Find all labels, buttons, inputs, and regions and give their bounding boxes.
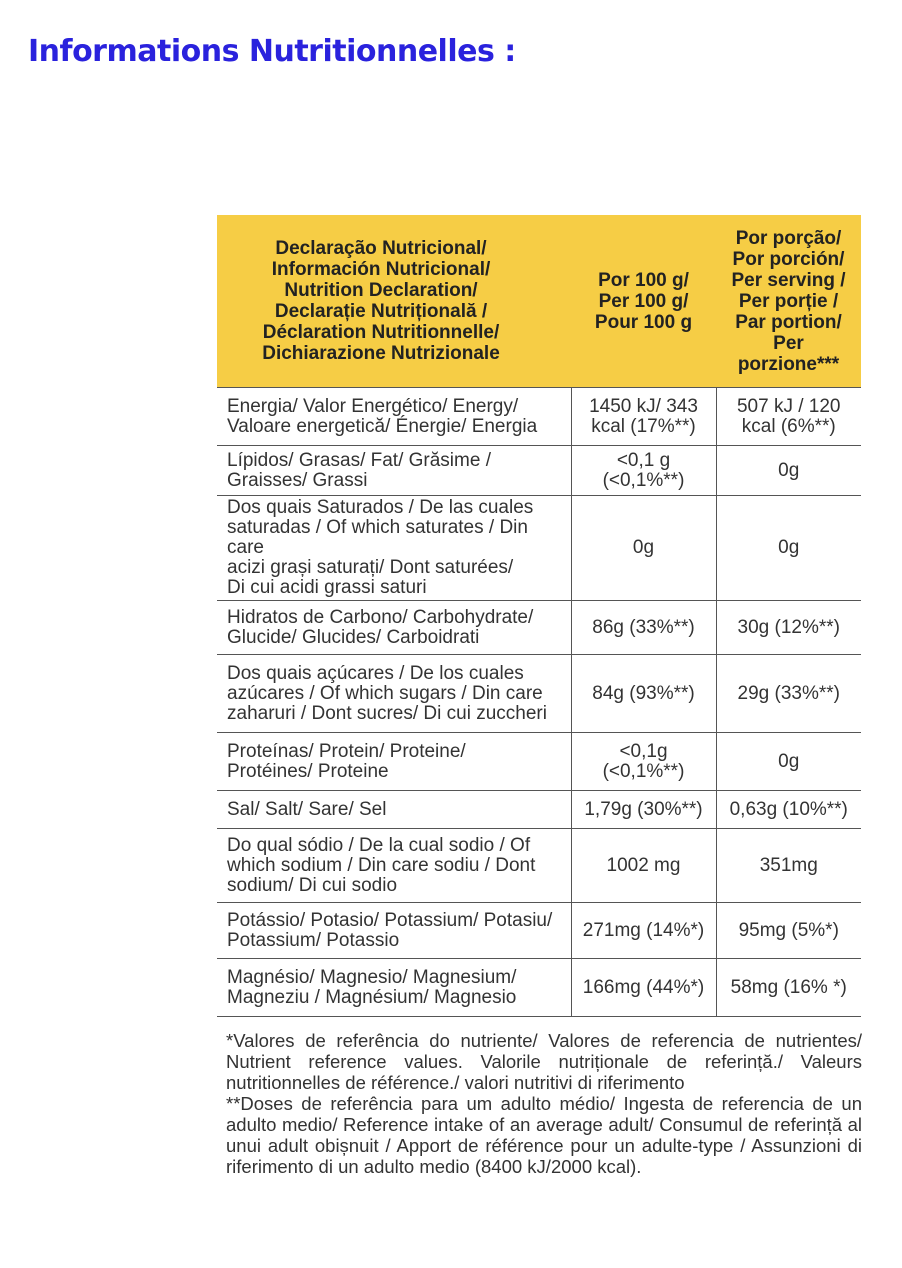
footnote-reference-intake: **Doses de referência para um adulto médio/ Ingesta de referencia de un adulto medio/ Reference intake of an average adult/ Consumul de referință al unui adult obișnuit / Apport de référence pour un adulte-type / Assunzioni di riferimento di un adulto medio (8400 kJ/2000 kcal). xyxy=(226,1093,862,1177)
row-label: Dos quais Saturados / De las cuales saturadas / Of which saturates / Din care acizi grași saturați/ Dont saturées/ Di cui acidi grassi saturi xyxy=(217,496,571,601)
row-label: Lípidos/ Grasas/ Fat/ Grăsime / Graisses/ Grassi xyxy=(217,446,571,496)
footnote-reference-values: *Valores de referência do nutriente/ Valores de referencia de nutrientes/ Nutrient reference values. Valorile nutriționale de referință./ Valeurs nutritionnelles de référence./ valori nutritivi di riferimento xyxy=(226,1030,862,1093)
row-per-100g: <0,1 g (<0,1%**) xyxy=(571,446,716,496)
row-per-100g: <0,1g (<0,1%**) xyxy=(571,733,716,791)
table-row xyxy=(217,655,861,733)
row-per-100g: 84g (93%**) xyxy=(571,655,716,733)
row-per-100g: 1,79g (30%**) xyxy=(571,791,716,829)
row-label: Proteínas/ Protein/ Proteine/ Protéines/ Proteine xyxy=(217,733,571,791)
row-per-serving: 0,63g (10%**) xyxy=(716,791,861,829)
row-per-100g: 1450 kJ/ 343 kcal (17%**) xyxy=(571,388,716,446)
row-per-serving: 58mg (16% *) xyxy=(716,959,861,1017)
nutrition-table xyxy=(217,215,861,1017)
row-label: Hidratos de Carbono/ Carbohydrate/ Glucide/ Glucides/ Carboidrati xyxy=(217,601,571,655)
row-per-serving: 351mg xyxy=(716,829,861,903)
header-nutrient: Declaração Nutricional/ Información Nutricional/ Nutrition Declaration/ Declarație Nutrițională / Déclaration Nutritionnelle/ Dichiarazione Nutrizionale xyxy=(217,215,571,388)
row-per-serving: 507 kJ / 120 kcal (6%**) xyxy=(716,388,861,446)
row-per-100g: 271mg (14%*) xyxy=(571,903,716,959)
row-per-serving: 0g xyxy=(716,496,861,601)
table-row xyxy=(217,903,861,959)
row-per-100g: 86g (33%**) xyxy=(571,601,716,655)
table-row xyxy=(217,446,861,496)
row-label: Dos quais açúcares / De los cuales azúcares / Of which sugars / Din care zaharuri / Dont sucres/ Di cui zuccheri xyxy=(217,655,571,733)
row-per-serving: 95mg (5%*) xyxy=(716,903,861,959)
page-title: Informations Nutritionnelles : xyxy=(28,34,516,69)
table-header-row xyxy=(217,215,861,388)
row-per-100g: 166mg (44%*) xyxy=(571,959,716,1017)
row-label: Do qual sódio / De la cual sodio / Of which sodium / Din care sodiu / Dont sodium/ Di cui sodio xyxy=(217,829,571,903)
row-per-serving: 0g xyxy=(716,446,861,496)
table-row xyxy=(217,496,861,601)
table-row xyxy=(217,388,861,446)
header-per-100g: Por 100 g/ Per 100 g/ Pour 100 g xyxy=(571,215,716,388)
table-row xyxy=(217,959,861,1017)
row-label: Magnésio/ Magnesio/ Magnesium/ Magneziu / Magnésium/ Magnesio xyxy=(217,959,571,1017)
row-per-100g: 0g xyxy=(571,496,716,601)
table-row xyxy=(217,829,861,903)
footnotes xyxy=(226,1030,862,1177)
table-row xyxy=(217,733,861,791)
table-row xyxy=(217,601,861,655)
row-per-serving: 30g (12%**) xyxy=(716,601,861,655)
row-per-100g: 1002 mg xyxy=(571,829,716,903)
row-label: Sal/ Salt/ Sare/ Sel xyxy=(217,791,571,829)
row-per-serving: 29g (33%**) xyxy=(716,655,861,733)
table-row xyxy=(217,791,861,829)
row-per-serving: 0g xyxy=(716,733,861,791)
header-per-serving: Por porção/ Por porción/ Per serving / Per porție / Par portion/ Per porzione*** xyxy=(716,215,861,388)
row-label: Potássio/ Potasio/ Potassium/ Potasiu/ Potassium/ Potassio xyxy=(217,903,571,959)
row-label: Energia/ Valor Energético/ Energy/ Valoare energetică/ Énergie/ Energia xyxy=(217,388,571,446)
